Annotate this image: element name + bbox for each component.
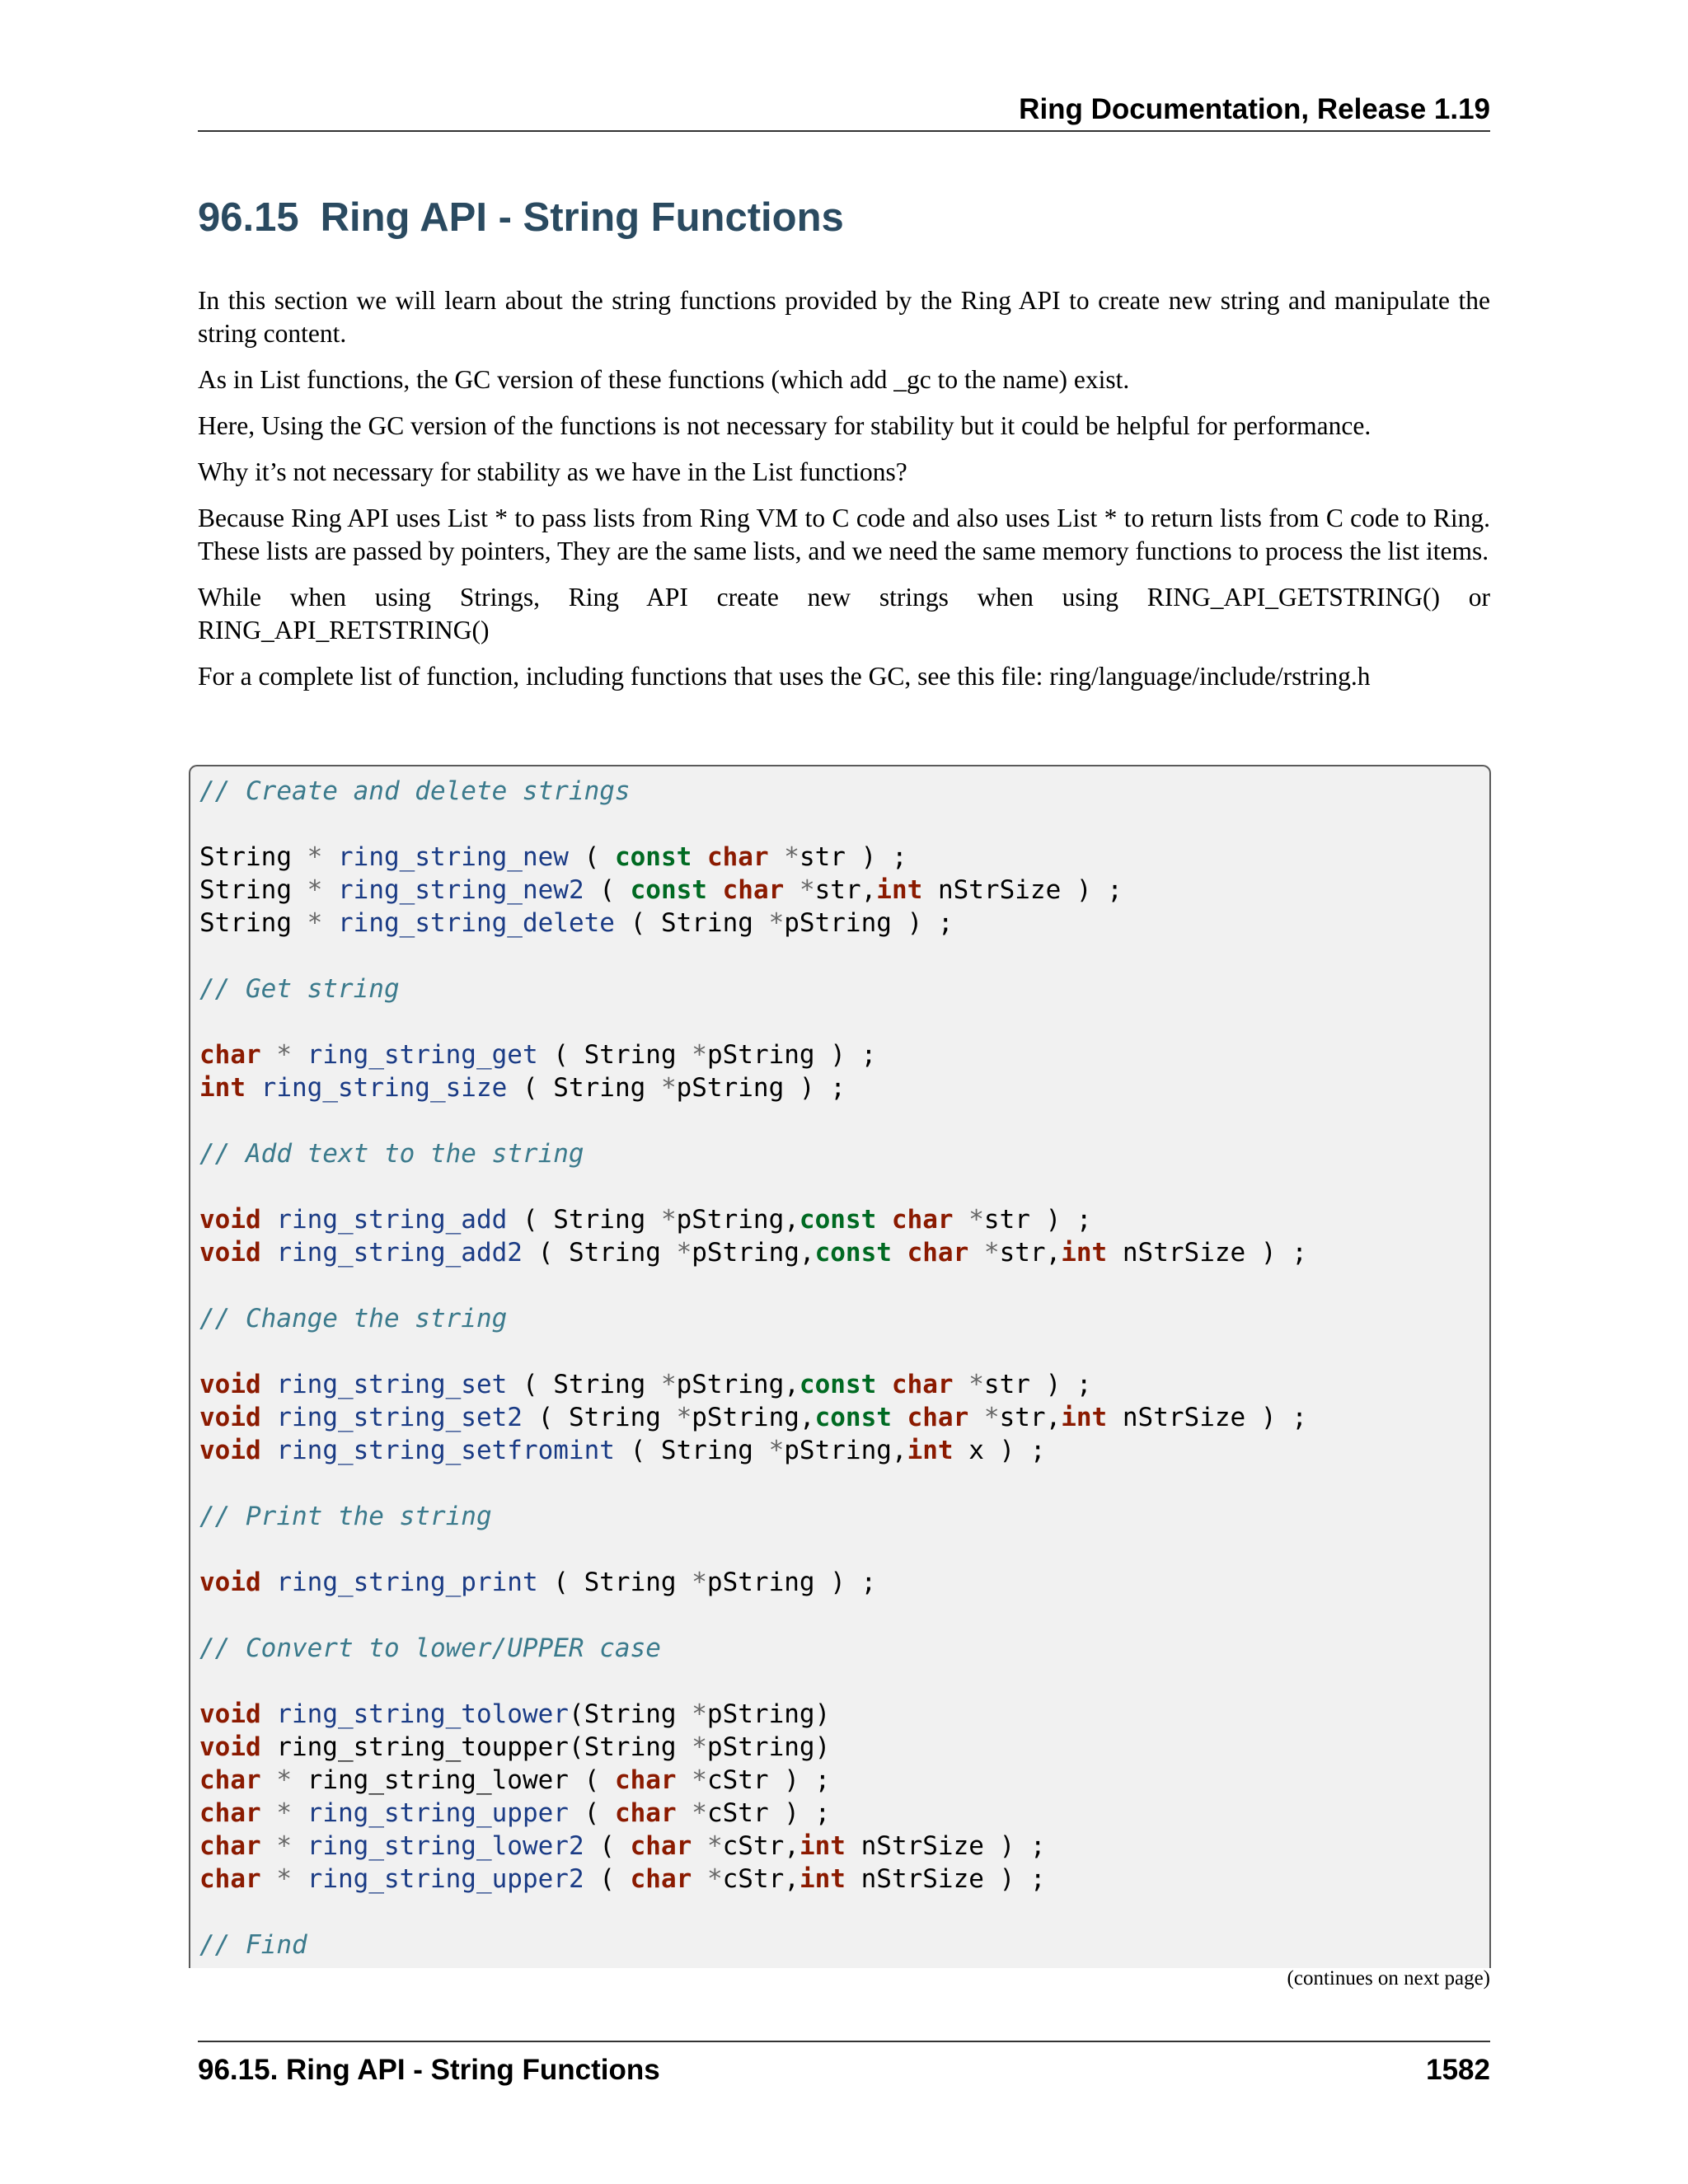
code-token: *: [706, 1864, 723, 1894]
code-token: *: [307, 842, 323, 872]
code-line: [199, 907, 1307, 940]
code-token: [677, 1765, 692, 1795]
code-token: ( String: [614, 1436, 769, 1465]
code-token: [784, 875, 799, 905]
code-token: // Create and delete strings: [199, 776, 631, 806]
code-token: [707, 875, 723, 905]
code-token: int: [199, 1073, 246, 1103]
code-token: char: [722, 875, 785, 905]
code-token: ( String: [537, 1568, 692, 1597]
code-token: [876, 1205, 892, 1235]
code-token: ring_string_new2: [338, 875, 584, 905]
code-line: [199, 1170, 1307, 1203]
code-token: ring_string_new: [338, 842, 569, 872]
code-token: ( String: [507, 1073, 661, 1103]
code-token: char: [891, 1205, 954, 1235]
code-token: [261, 1205, 277, 1235]
code-token: [261, 1864, 277, 1894]
code-token: pString,: [784, 1436, 907, 1465]
code-line: [199, 1467, 1307, 1500]
code-token: *: [968, 1205, 984, 1235]
code-token: String: [199, 908, 307, 938]
code-token: *: [676, 1238, 692, 1268]
code-line: [199, 1302, 1307, 1335]
code-line: [199, 1797, 1307, 1830]
code-token: nStrSize ) ;: [845, 1864, 1046, 1894]
code-line: [199, 775, 1307, 808]
code-token: pString): [706, 1732, 831, 1762]
code-token: [892, 1238, 907, 1268]
code-token: cStr ) ;: [706, 1798, 831, 1828]
code-token: char: [614, 1765, 677, 1795]
document-title: Ring Documentation, Release 1.19: [1019, 93, 1490, 125]
code-line: [199, 1104, 1307, 1137]
code-token: void: [199, 1403, 261, 1432]
code-token: [261, 1370, 277, 1399]
code-token: [692, 842, 707, 872]
code-token: *: [692, 1568, 707, 1597]
paragraph: For a complete list of function, including functions that uses the GC, see this file: ring/language/include/rstring.h: [198, 662, 1371, 691]
code-token: char: [891, 1370, 954, 1399]
code-token: *: [660, 1205, 677, 1235]
paragraph: As in List functions, the GC version of these functions (which add _gc to the name) exist.: [198, 365, 1130, 394]
code-token: (: [584, 875, 631, 905]
code-token: pString,: [676, 1370, 799, 1399]
continues-note: (continues on next page): [1287, 1967, 1490, 1990]
code-token: // Convert to lower/UPPER case: [199, 1633, 661, 1663]
code-token: [292, 1798, 307, 1828]
page-footer: [198, 2041, 1490, 2092]
code-token: [954, 1205, 969, 1235]
code-token: char: [199, 1864, 261, 1894]
code-token: const: [630, 875, 707, 905]
code-token: ring_string_upper: [307, 1798, 569, 1828]
code-token: void: [199, 1699, 261, 1729]
code-token: pString ) ;: [676, 1073, 846, 1103]
code-token: char: [907, 1403, 969, 1432]
code-token: char: [706, 842, 769, 872]
code-token: *: [660, 1073, 677, 1103]
code-token: const: [799, 1205, 877, 1235]
code-token: cStr,: [722, 1831, 799, 1861]
code-token: // Print the string: [199, 1502, 492, 1531]
code-token: [322, 908, 338, 938]
code-token: [246, 1073, 261, 1103]
code-token: nStrSize ) ;: [922, 875, 1123, 905]
code-token: *: [276, 1040, 292, 1070]
code-line: [199, 1203, 1307, 1236]
code-token: *: [276, 1765, 292, 1795]
code-token: [322, 842, 338, 872]
code-token: *: [983, 1238, 1000, 1268]
code-token: [261, 1040, 277, 1070]
code-token: *: [799, 875, 815, 905]
code-token: pString ) ;: [784, 908, 954, 938]
code-token: [954, 1370, 969, 1399]
code-token: [261, 1568, 277, 1597]
code-token: pString ) ;: [706, 1040, 877, 1070]
code-token: pString): [706, 1699, 831, 1729]
code-token: [261, 1436, 277, 1465]
code-token: ring_string_set: [276, 1370, 508, 1399]
code-token: ring_string_tolower: [276, 1699, 569, 1729]
code-line: [199, 1929, 1307, 1961]
code-token: [261, 1798, 277, 1828]
code-line: [199, 1533, 1307, 1566]
code-token: *: [692, 1040, 707, 1070]
code-token: *: [706, 1831, 723, 1861]
code-token: *: [692, 1732, 707, 1762]
code-token: x ) ;: [953, 1436, 1046, 1465]
code-line: [199, 1236, 1307, 1269]
code-line: [199, 1698, 1307, 1731]
code-line: [199, 1335, 1307, 1368]
code-line: [199, 1071, 1307, 1104]
code-token: [876, 1370, 892, 1399]
code-token: cStr ) ;: [706, 1765, 831, 1795]
code-token: int: [907, 1436, 954, 1465]
running-header: [198, 89, 1490, 132]
code-token: ring_string_setfromint: [276, 1436, 615, 1465]
code-token: *: [276, 1798, 292, 1828]
code-line: [199, 1269, 1307, 1302]
code-line: [199, 808, 1307, 841]
code-token: // Get string: [199, 974, 400, 1004]
code-token: String: [199, 842, 307, 872]
code-token: char: [630, 1831, 692, 1861]
paragraph: Why it’s not necessary for stability as we have in the List functions?: [198, 457, 907, 486]
code-token: ring_string_upper2: [307, 1864, 584, 1894]
code-token: void: [199, 1436, 261, 1465]
code-line: [199, 1665, 1307, 1698]
code-token: [292, 1040, 307, 1070]
code-token: int: [799, 1864, 846, 1894]
code-token: ( String: [522, 1238, 677, 1268]
code-token: str,: [999, 1403, 1062, 1432]
code-line: [199, 874, 1307, 907]
code-token: *: [692, 1798, 707, 1828]
code-token: const: [799, 1370, 877, 1399]
code-token: [692, 1864, 707, 1894]
code-token: [261, 1699, 277, 1729]
code-line: [199, 1764, 1307, 1797]
code-token: char: [614, 1798, 677, 1828]
code-token: (: [568, 842, 615, 872]
code-token: [968, 1238, 984, 1268]
code-token: [322, 875, 338, 905]
code-token: ( String: [537, 1040, 692, 1070]
code-token: ring_string_toupper(String: [260, 1732, 692, 1762]
code-token: void: [199, 1205, 261, 1235]
code-token: int: [799, 1831, 846, 1861]
code-token: *: [768, 1436, 785, 1465]
code-token: *: [968, 1370, 984, 1399]
code-token: [692, 1831, 707, 1861]
code-token: (: [584, 1831, 631, 1861]
code-token: *: [768, 908, 785, 938]
code-token: str ) ;: [983, 1370, 1092, 1399]
code-token: [769, 842, 785, 872]
code-token: char: [907, 1238, 969, 1268]
body-text: [198, 284, 1490, 706]
code-token: *: [676, 1403, 692, 1432]
code-listing: [199, 775, 1307, 1961]
code-token: nStrSize ) ;: [1107, 1238, 1307, 1268]
code-token: String: [199, 875, 307, 905]
code-token: [677, 1798, 692, 1828]
code-token: int: [1061, 1238, 1108, 1268]
paragraph: In this section we will learn about the string functions provided by the Ring API to create new string and manipulate the string content.: [198, 286, 1490, 348]
code-token: cStr,: [722, 1864, 799, 1894]
code-token: void: [199, 1370, 261, 1399]
code-token: *: [276, 1864, 292, 1894]
code-line: [199, 1566, 1307, 1599]
code-token: int: [876, 875, 923, 905]
code-line: [199, 1863, 1307, 1896]
code-token: [261, 1403, 277, 1432]
code-line: [199, 972, 1307, 1005]
code-token: ring_string_lower (: [292, 1765, 615, 1795]
code-token: [292, 1831, 307, 1861]
code-token: const: [814, 1238, 892, 1268]
code-token: const: [614, 842, 692, 872]
code-token: pString,: [692, 1403, 815, 1432]
code-token: ring_string_delete: [338, 908, 615, 938]
code-token: *: [784, 842, 799, 872]
code-token: str ) ;: [983, 1205, 1092, 1235]
code-token: const: [814, 1403, 892, 1432]
code-token: void: [199, 1238, 261, 1268]
code-token: // Change the string: [199, 1304, 508, 1333]
code-token: [968, 1403, 984, 1432]
code-token: pString,: [676, 1205, 799, 1235]
code-line: [199, 1830, 1307, 1863]
section-number: 96.15: [198, 195, 299, 240]
code-token: *: [307, 875, 323, 905]
code-line: [199, 1632, 1307, 1665]
code-token: char: [199, 1798, 261, 1828]
code-line: [199, 1038, 1307, 1071]
code-token: [261, 1831, 277, 1861]
section-heading: [198, 191, 844, 244]
code-token: pString,: [692, 1238, 815, 1268]
paragraph: While when using Strings, Ring API create new strings when using RING_API_GETSTRING() or RING_API_RETSTRING(): [198, 583, 1490, 644]
code-token: str,: [999, 1238, 1062, 1268]
code-token: char: [630, 1864, 692, 1894]
code-token: pString ) ;: [706, 1568, 877, 1597]
code-line: [199, 1401, 1307, 1434]
code-token: ( String: [522, 1403, 677, 1432]
code-token: ( String: [614, 908, 769, 938]
code-token: char: [199, 1831, 261, 1861]
code-token: // Add text to the string: [199, 1139, 584, 1169]
code-token: *: [276, 1831, 292, 1861]
code-line: [199, 1500, 1307, 1533]
code-line: [199, 1599, 1307, 1632]
code-line: [199, 1368, 1307, 1401]
code-line: [199, 841, 1307, 874]
paragraph: Here, Using the GC version of the functions is not necessary for stability but it could be helpful for performance.: [198, 411, 1372, 440]
code-token: str,: [814, 875, 877, 905]
footer-section: 96.15. Ring API - String Functions: [198, 2054, 660, 2086]
code-token: // Find: [199, 1930, 307, 1960]
code-block: [189, 765, 1491, 1968]
code-token: (: [584, 1864, 631, 1894]
paragraph: Because Ring API uses List * to pass lists from Ring VM to C code and also uses List * to return lists from C code to Ring. These lists are passed by pointers, They are the same lists, and we need the same memory functions to process the list items.: [198, 504, 1490, 565]
code-token: str ) ;: [799, 842, 907, 872]
code-token: *: [692, 1699, 707, 1729]
code-token: ring_string_add: [276, 1205, 508, 1235]
code-token: void: [199, 1732, 261, 1762]
code-line: [199, 940, 1307, 972]
code-token: *: [660, 1370, 677, 1399]
code-token: *: [692, 1765, 707, 1795]
code-token: char: [199, 1040, 261, 1070]
code-line: [199, 1731, 1307, 1764]
code-token: ( String: [507, 1370, 661, 1399]
code-token: int: [1061, 1403, 1108, 1432]
code-token: ring_string_add2: [276, 1238, 523, 1268]
code-token: ring_string_lower2: [307, 1831, 584, 1861]
code-token: ring_string_size: [260, 1073, 508, 1103]
code-token: [261, 1238, 277, 1268]
code-token: (String: [568, 1699, 692, 1729]
code-token: (: [568, 1798, 615, 1828]
code-token: ( String: [507, 1205, 661, 1235]
code-token: ring_string_print: [276, 1568, 538, 1597]
code-line: [199, 1434, 1307, 1467]
page-number: 1582: [1426, 2054, 1490, 2086]
code-token: *: [983, 1403, 1000, 1432]
code-token: ring_string_set2: [276, 1403, 523, 1432]
code-token: nStrSize ) ;: [1107, 1403, 1307, 1432]
code-token: [892, 1403, 907, 1432]
code-token: *: [307, 908, 323, 938]
code-line: [199, 1137, 1307, 1170]
code-line: [199, 1005, 1307, 1038]
code-line: [199, 1896, 1307, 1929]
code-token: char: [199, 1765, 261, 1795]
code-token: [292, 1864, 307, 1894]
code-token: nStrSize ) ;: [845, 1831, 1046, 1861]
code-token: [261, 1765, 277, 1795]
code-token: void: [199, 1568, 261, 1597]
section-title: Ring API - String Functions: [320, 195, 844, 240]
code-token: ring_string_get: [307, 1040, 538, 1070]
